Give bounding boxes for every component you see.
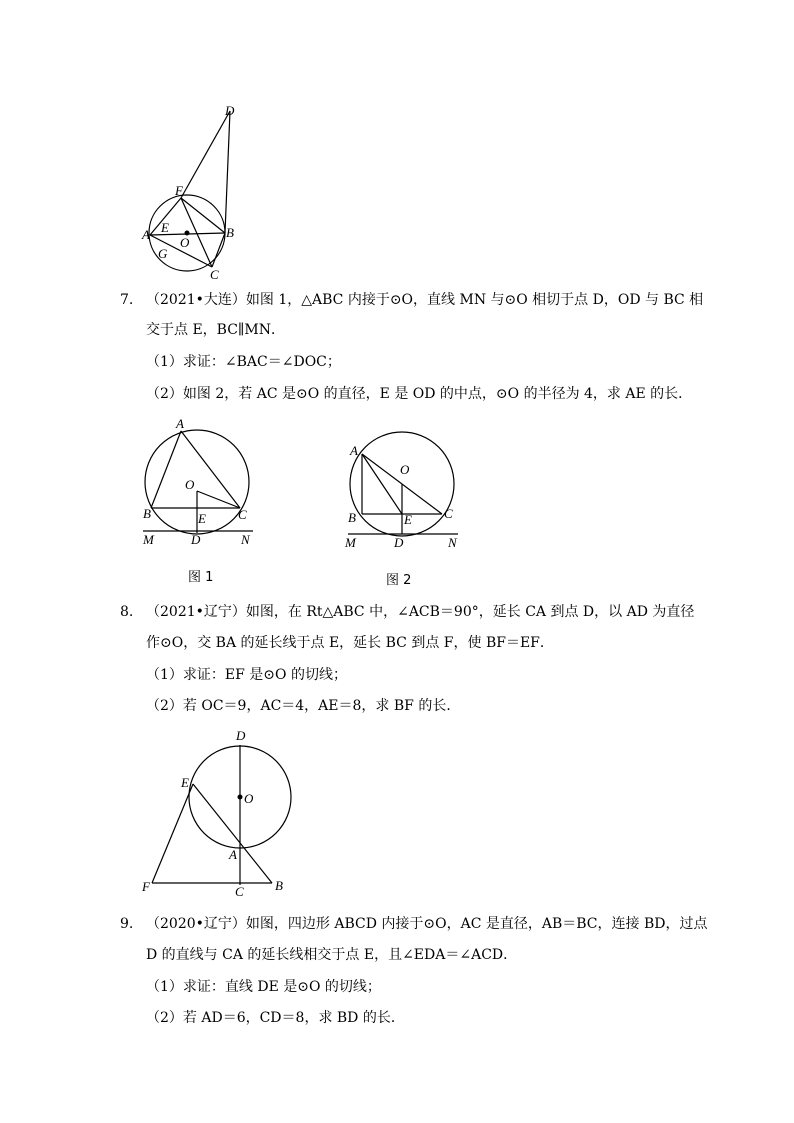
label-g: G (158, 246, 168, 261)
label-d: D (225, 103, 235, 118)
label-a: A (142, 227, 150, 242)
label-f: F (175, 183, 183, 198)
fig2-label-d: D (394, 535, 404, 550)
fig1-label-e: E (198, 511, 206, 526)
q7-line1 (120, 290, 704, 310)
q8-label-c: C (235, 884, 244, 899)
fig2-label-e: E (404, 512, 412, 527)
q7-part2: （2）如图 2，若 AC 是⊙O 的直径，E 是 OD 的中点，⊙O 的半径为 4，求 AE 的长． (146, 386, 693, 402)
fig2-label-o: O (400, 462, 410, 477)
q8-label-o: O (244, 791, 254, 806)
label-b: B (226, 225, 234, 240)
q8-text1: （2021•辽宁）如图，在 Rt△ABC 中，∠ACB＝90°，延长 CA 到点 D，以 AD 为直径 (146, 604, 695, 620)
q8-part1: （1）求证：EF 是⊙O 的切线； (146, 667, 347, 683)
q8-label-a: A (229, 847, 237, 862)
q8-label-e: E (181, 775, 189, 790)
q7-figure-1 (135, 415, 265, 550)
q7-fig2-caption: 图 2 (386, 573, 412, 588)
q7-text1: （2021•大连）如图 1，△ABC 内接于⊙O，直线 MN 与⊙O 相切于点 D，OD 与 BC 相 (146, 292, 704, 308)
fig1-label-c: C (238, 507, 247, 522)
fig2-label-b: B (348, 510, 356, 525)
q8-part2: （2）若 OC＝9，AC＝4，AE＝8，求 BF 的长． (146, 698, 461, 714)
fig1-label-d: D (191, 532, 201, 547)
q8-label-b: B (275, 878, 283, 893)
q8-line1 (120, 602, 695, 622)
q9-part1: （1）求证：直线 DE 是⊙O 的切线； (146, 979, 381, 995)
label-e: E (161, 220, 169, 235)
q8-line2: 作⊙O，交 BA 的延长线于点 E，延长 BC 到点 F，使 BF＝EF． (146, 635, 554, 651)
fig2-label-n: N (448, 535, 457, 550)
figure-circle-tangent-top (130, 95, 260, 285)
fig2-label-c: C (444, 506, 453, 521)
q7-figure-2 (340, 430, 470, 555)
q8-label-f: F (142, 879, 150, 894)
fig1-label-m: M (143, 532, 154, 547)
q7-line2: 交于点 E，BC∥MN． (146, 322, 285, 338)
q7-part1: （1）求证：∠BAC＝∠DOC； (146, 354, 341, 370)
fig2-label-a: A (350, 443, 358, 458)
fig1-label-b: B (143, 506, 151, 521)
q7-number: 7. (120, 292, 134, 308)
q7-fig1-caption: 图 1 (188, 570, 214, 585)
label-c: C (210, 267, 219, 282)
q9-line2: D 的直线与 CA 的延长线相交于点 E，且∠EDA＝∠ACD． (146, 947, 518, 963)
fig1-label-n: N (241, 532, 250, 547)
q9-text1: （2020•辽宁）如图，四边形 ABCD 内接于⊙O，AC 是直径，AB＝BC，连接 BD，过点 (146, 916, 708, 932)
q8-figure (138, 725, 298, 899)
q9-part2: （2）若 AD＝6，CD＝8，求 BD 的长． (146, 1010, 405, 1026)
q8-label-d: D (236, 728, 246, 743)
fig1-label-o: O (185, 477, 195, 492)
label-o: O (180, 235, 190, 250)
q9-line1 (120, 914, 708, 934)
fig2-label-m: M (345, 535, 356, 550)
q9-number: 9. (120, 916, 134, 932)
q8-number: 8. (120, 604, 134, 620)
fig1-label-a: A (176, 416, 184, 431)
